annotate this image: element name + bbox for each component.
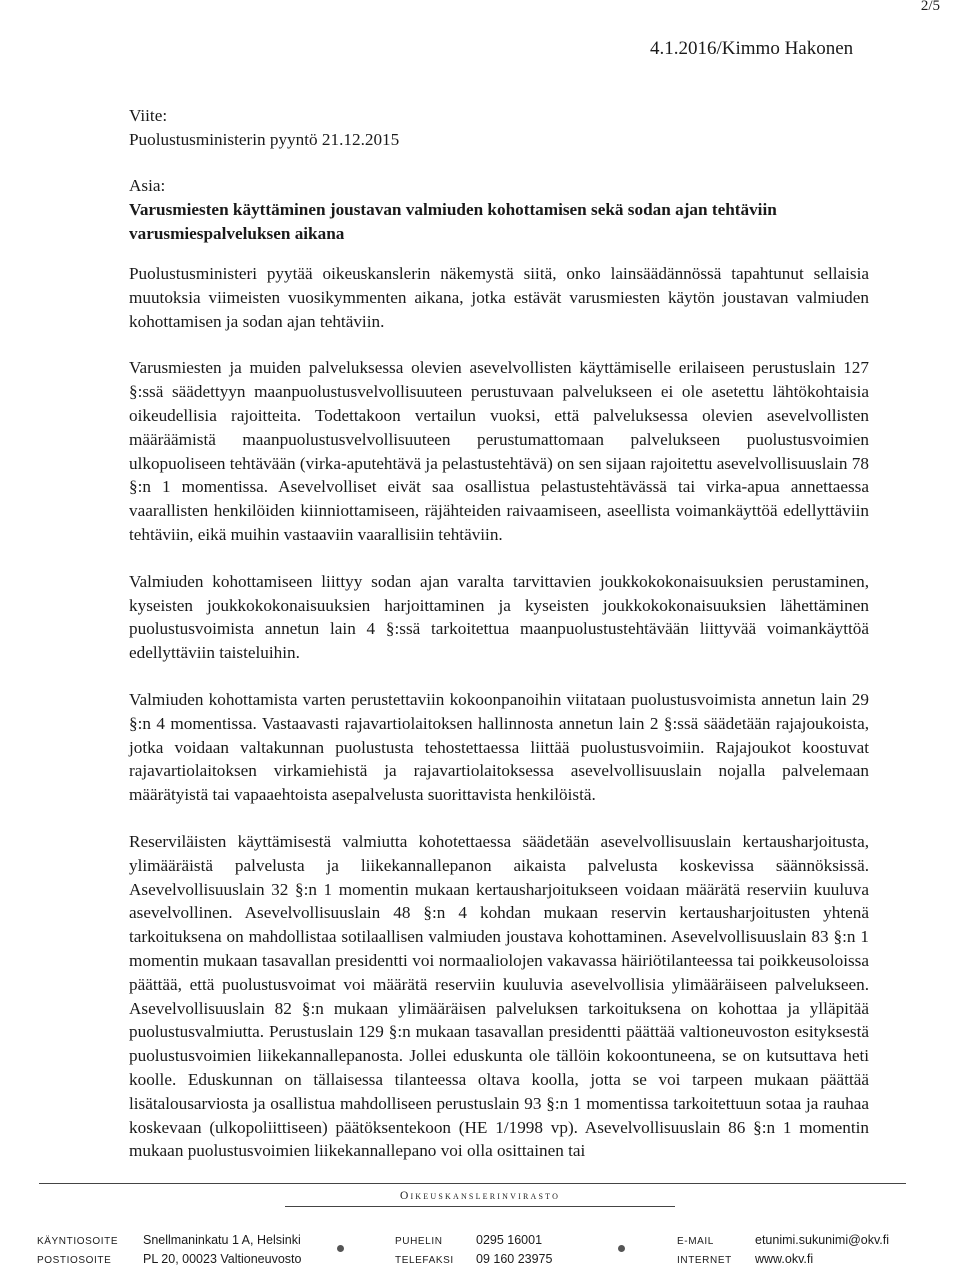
footer-divider [39, 1183, 906, 1184]
paragraph: Valmiuden kohottamiseen liittyy sodan ajan varalta tarvittavien joukkokokonaisuuksien perustaminen, kyseisten joukkokokonaisuuksien harjoittaminen ja kyseisten joukkokokonaisuuksien lähettäminen puolustusvoimista annetun lain 4 §:ssä tarkoitettua maanpuolustustehtävään liittyvää voimankäyttöä edellyttäviin taisteluihin. [129, 571, 869, 663]
fax-label: TELEFAKSI [395, 1255, 454, 1266]
reference-text: Puolustusministerin pyyntö 21.12.2015 [129, 129, 400, 149]
paragraph: Varusmiesten ja muiden palveluksessa olevien asevelvollisten käyttämiselle erilaiseen perustuslain 127 §:ssä säädettyyn maanpuolustusvelvollisuuteen perustuvaan palvelukseen ei ole asetettu lähtökohtaisia oikeudellisia rajoitteita. Todettakoon vertailun vuoksi, että palveluksessa olevien asevelvollisten määräämistä maanpuolustusvelvollisuuteen perustumattomaan palvelukseen puolustusvoimien ulkopuoliseen tehtävään (virka-aputehtävä ja pelastustehtävä) on sen sijaan rajoitettu asevelvollisuuslain 78 §:n 1 momentissa. Asevelvolliset eivät saa osallistua pelastustehtävässä tai virka-apua annettaessa vaarallisten henkilöiden kiinniottamiseen, räjähteiden raivaamiseen, aseellista voimankäyttöä edellyttäviin tehtäviin, eikä muihin vastaaviin vaarallisiin tehtäviin. [129, 358, 869, 544]
reference-label: Viite: [129, 106, 168, 125]
reference-block [129, 104, 869, 152]
email-link[interactable]: etunimi.sukunimi@okv.fi [755, 1233, 890, 1247]
postal-address-value: PL 20, 00023 Valtioneuvosto [143, 1252, 302, 1266]
postal-address-label: POSTIOSOITE [37, 1255, 112, 1266]
visit-address-label: KÄYNTIOSOITE [37, 1236, 119, 1247]
office-name-underline [285, 1206, 675, 1207]
paragraph: Valmiuden kohottamista varten perustettaviin kokoonpanoihin viitataan puolustusvoimista annetun lain 29 §:n 4 momentissa. Vastaavasti rajavartiolaitoksen hallinnosta annetun lain 2 §:ssä säädetään rajajoukoista, jotka voidaan valtakunnan puolustusta tehostettaessa liittää puolustusvoimiin. Rajajoukot koostuvat rajavartiolaitoksen virkamiehistä ja rajavartiolaitoksessa asevelvollisuuslain nojalla palvelemaan määrätyistä tai vapaaehtoista asepalvelusta suorittavista henkilöistä. [129, 689, 869, 805]
bullet-icon [337, 1245, 344, 1252]
bullet-icon [618, 1245, 625, 1252]
subject-label: Asia: [129, 176, 166, 195]
document-body [129, 262, 869, 1163]
phone-label: PUHELIN [395, 1236, 443, 1247]
fax-value: 09 160 23975 [476, 1252, 553, 1266]
paragraph: Puolustusministeri pyytää oikeuskanslerin näkemystä siitä, onko lainsäädännössä tapahtunut sellaisia muutoksia viimeisten vuosikymmenten aikana, jotka estävät varusmiesten käytön joustavan valmiuden kohottamisen ja sodan ajan tehtäviin. [129, 264, 869, 331]
phone-value: 0295 16001 [476, 1233, 543, 1247]
visit-address-value: Snellmaninkatu 1 A, Helsinki [143, 1233, 301, 1247]
page-number: 2/5 [920, 0, 940, 14]
paragraph: Reserviläisten käyttämisestä valmiutta kohotettaessa säädetään asevelvollisuuslain kertausharjoitusta, ylimääräistä palvelusta ja liikekannallepanon aikaista palvelusta koskevissa säännöksissä. Asevelvollisuuslain 32 §:n 1 momentin mukaan kertausharjoitukseen voidaan määrätä reserviin kuuluva asevelvollinen. Asevelvollisuuslain 48 §:n 4 kohdan mukaan reservin kertausharjoitusten yhtenä tarkoituksena on mahdollistaa sotilaallisen valmiuden joustava kohottaminen. Asevelvollisuuslain 83 §:n 1 momentin mukaan tasavallan presidentti voi normaaliolojen vakavassa häiriötilanteessa tai poikkeusoloissa päättää, että puolustusvoimat voi määrätä reserviin kuuluvia asevelvollisia ylimääräiseen palvelukseen. Asevelvollisuuslain 82 §:n mukaan ylimääräisen palveluksen tarkoituksena on kohottaa ja ylläpitää puolustusvalmiutta. Perustuslain 129 §:n mukaan tasavallan presidentti päättää valtioneuvoston esityksestä puolustusvoimien liikekannallepanosta. Jollei eduskunta ole tällöin kokoontuneena, se on kutsuttava heti koolle. Eduskunnan on tällaisessa tilanteessa oltava koolla, jotta se voi tarpeen mukaan päättää lisätalousarviosta ja osallistua mahdolliseen perustuslain 93 §:n 1 momentissa tarkoitettuun sotaa ja rauhaa koskevaan (ulkopoliittiseen) päätöksentekoon (HE 1/1998 vp). Asevelvollisuuslain 86 §:n 1 momentin mukaan puolustusvoimien liikekannallepano voi olla osittainen tai [129, 831, 869, 1161]
website-link[interactable]: www.okv.fi [755, 1252, 814, 1266]
web-label: INTERNET [677, 1255, 732, 1266]
subject-block [129, 174, 869, 245]
subject-title: Varusmiesten käyttäminen joustavan valmiuden kohottamisen sekä sodan ajan tehtäviin varusmiespalveluksen aikana [129, 199, 777, 243]
office-name: Oikeuskanslerinvirasto [399, 1190, 561, 1202]
email-label: E-MAIL [677, 1236, 714, 1247]
date-author: 4.1.2016/Kimmo Hakonen [650, 38, 854, 59]
